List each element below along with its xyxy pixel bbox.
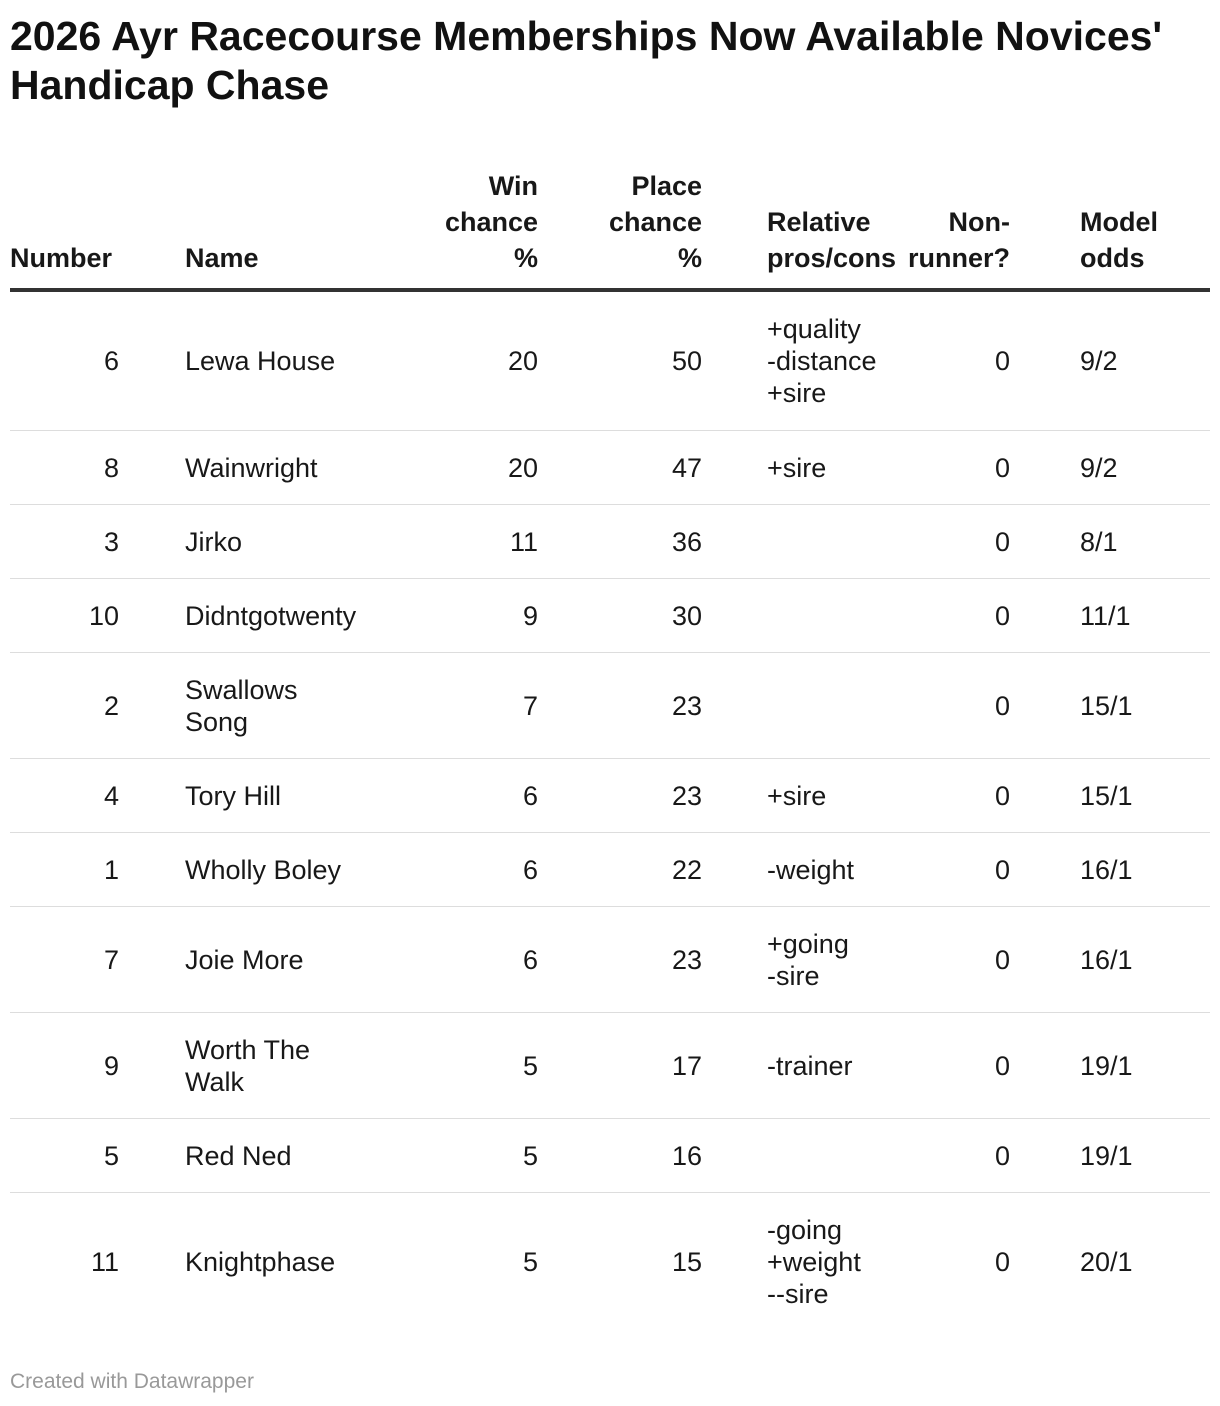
cell-win-chance: 6: [380, 907, 540, 1013]
table-row: [10, 579, 1210, 653]
cell-non-runner: 0: [905, 1013, 1015, 1119]
cell-name: Didntgotwenty: [185, 579, 380, 653]
column-header-model-odds[interactable]: Model odds: [1015, 160, 1210, 290]
cell-number: 10: [10, 579, 185, 653]
cell-win-chance: 5: [380, 1193, 540, 1321]
cell-name: Worth The Walk: [185, 1013, 380, 1119]
cell-model-odds: 15/1: [1015, 759, 1210, 833]
cell-pros-cons: [705, 1119, 905, 1193]
cell-non-runner: 0: [905, 290, 1015, 431]
table-row: [10, 1013, 1210, 1119]
cell-number: 2: [10, 653, 185, 759]
cell-non-runner: 0: [905, 653, 1015, 759]
table-container: [10, 160, 1210, 1320]
column-header-non-runner[interactable]: Non- runner?: [905, 160, 1015, 290]
cell-win-chance: 6: [380, 759, 540, 833]
cell-name: Tory Hill: [185, 759, 380, 833]
cell-name: Swallows Song: [185, 653, 380, 759]
cell-place-chance: 23: [540, 759, 705, 833]
cell-place-chance: 22: [540, 833, 705, 907]
table-row: [10, 759, 1210, 833]
cell-place-chance: 16: [540, 1119, 705, 1193]
cell-pros-cons: -weight: [705, 833, 905, 907]
cell-name: Jirko: [185, 505, 380, 579]
cell-pros-cons: +sire: [705, 431, 905, 505]
cell-non-runner: 0: [905, 1193, 1015, 1321]
cell-non-runner: 0: [905, 431, 1015, 505]
cell-number: 11: [10, 1193, 185, 1321]
cell-win-chance: 20: [380, 431, 540, 505]
cell-model-odds: 20/1: [1015, 1193, 1210, 1321]
cell-number: 7: [10, 907, 185, 1013]
table-row: [10, 431, 1210, 505]
cell-win-chance: 6: [380, 833, 540, 907]
cell-model-odds: 15/1: [1015, 653, 1210, 759]
cell-win-chance: 5: [380, 1013, 540, 1119]
cell-win-chance: 5: [380, 1119, 540, 1193]
cell-model-odds: 16/1: [1015, 833, 1210, 907]
cell-model-odds: 19/1: [1015, 1013, 1210, 1119]
cell-win-chance: 20: [380, 290, 540, 431]
runners-table: [10, 160, 1210, 1320]
cell-pros-cons: +sire: [705, 759, 905, 833]
cell-number: 9: [10, 1013, 185, 1119]
cell-non-runner: 0: [905, 907, 1015, 1013]
cell-pros-cons: -going +weight --sire: [705, 1193, 905, 1321]
cell-win-chance: 7: [380, 653, 540, 759]
table-row: [10, 907, 1210, 1013]
cell-place-chance: 50: [540, 290, 705, 431]
table-row: [10, 1193, 1210, 1321]
header-row: [10, 160, 1210, 290]
cell-name: Joie More: [185, 907, 380, 1013]
cell-pros-cons: [705, 505, 905, 579]
cell-win-chance: 9: [380, 579, 540, 653]
cell-model-odds: 9/2: [1015, 290, 1210, 431]
table-row: [10, 290, 1210, 431]
cell-place-chance: 23: [540, 907, 705, 1013]
cell-pros-cons: +going -sire: [705, 907, 905, 1013]
cell-model-odds: 16/1: [1015, 907, 1210, 1013]
column-header-number[interactable]: Number: [10, 160, 185, 290]
cell-number: 1: [10, 833, 185, 907]
cell-number: 6: [10, 290, 185, 431]
column-header-name[interactable]: Name: [185, 160, 380, 290]
cell-number: 5: [10, 1119, 185, 1193]
cell-place-chance: 47: [540, 431, 705, 505]
page-title: 2026 Ayr Racecourse Memberships Now Available Novices' Handicap Chase: [10, 13, 1163, 108]
cell-number: 3: [10, 505, 185, 579]
cell-number: 8: [10, 431, 185, 505]
footer-credit: Created with Datawrapper: [10, 1370, 254, 1393]
cell-pros-cons: -trainer: [705, 1013, 905, 1119]
table-row: [10, 505, 1210, 579]
table-row: [10, 653, 1210, 759]
cell-model-odds: 9/2: [1015, 431, 1210, 505]
cell-win-chance: 11: [380, 505, 540, 579]
table-body: [10, 290, 1210, 1320]
cell-place-chance: 30: [540, 579, 705, 653]
cell-non-runner: 0: [905, 505, 1015, 579]
cell-pros-cons: +quality -distance +sire: [705, 290, 905, 431]
cell-number: 4: [10, 759, 185, 833]
cell-name: Wainwright: [185, 431, 380, 505]
cell-name: Lewa House: [185, 290, 380, 431]
cell-non-runner: 0: [905, 579, 1015, 653]
cell-model-odds: 19/1: [1015, 1119, 1210, 1193]
table-header: [10, 160, 1210, 290]
cell-pros-cons: [705, 579, 905, 653]
cell-pros-cons: [705, 653, 905, 759]
table-row: [10, 833, 1210, 907]
cell-model-odds: 11/1: [1015, 579, 1210, 653]
cell-place-chance: 36: [540, 505, 705, 579]
column-header-win-chance[interactable]: Win chance %: [380, 160, 540, 290]
cell-place-chance: 17: [540, 1013, 705, 1119]
cell-non-runner: 0: [905, 759, 1015, 833]
cell-place-chance: 15: [540, 1193, 705, 1321]
cell-name: Wholly Boley: [185, 833, 380, 907]
column-header-pros-cons[interactable]: Relative pros/cons: [705, 160, 905, 290]
cell-model-odds: 8/1: [1015, 505, 1210, 579]
cell-non-runner: 0: [905, 833, 1015, 907]
cell-name: Knightphase: [185, 1193, 380, 1321]
cell-place-chance: 23: [540, 653, 705, 759]
cell-non-runner: 0: [905, 1119, 1015, 1193]
cell-name: Red Ned: [185, 1119, 380, 1193]
column-header-place-chance[interactable]: Place chance %: [540, 160, 705, 290]
table-row: [10, 1119, 1210, 1193]
